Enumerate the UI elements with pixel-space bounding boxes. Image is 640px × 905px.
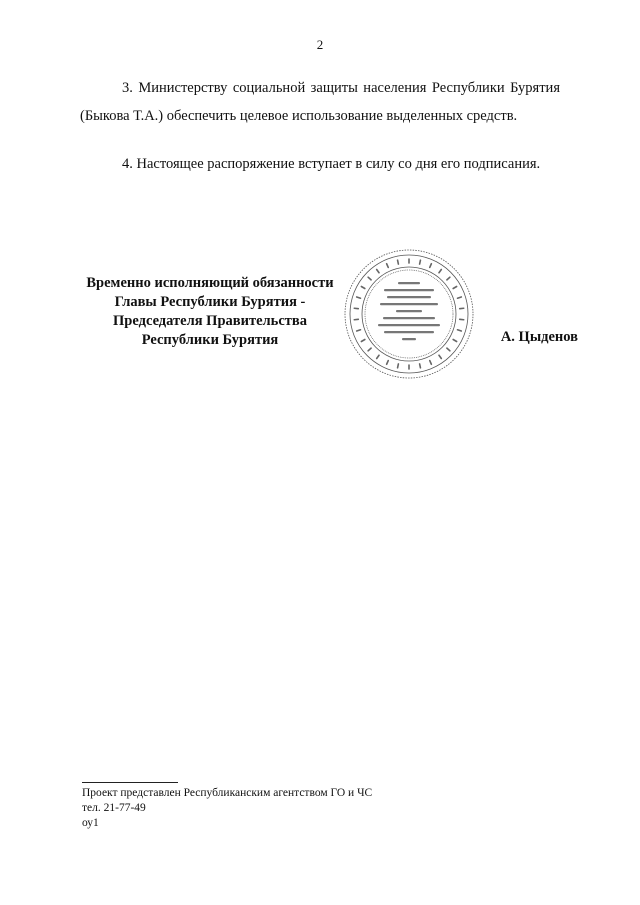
signer-name: А. Цыденов <box>500 329 578 345</box>
footer-line: Проект представлен Республиканским агентством ГО и ЧС <box>82 787 373 799</box>
signatory-position-line: Временно исполняющий обязанности <box>86 275 334 291</box>
paragraph-item-4: 4. Настоящее распоряжение вступает в силу со дня его подписания. <box>122 156 541 172</box>
page-number: 2 <box>316 37 324 52</box>
signatory-position-line: Председателя Правительства <box>113 313 307 329</box>
footer-line: оу1 <box>82 817 99 829</box>
paragraph-item-3: 3. Министерству социальной защиты населения Республики Бурятия (Быкова Т.А.) обеспечить целевое использование выделенных средств. <box>80 80 560 124</box>
footer-note <box>82 786 372 831</box>
official-seal-stamp-icon <box>340 248 478 380</box>
signatory-position-line: Республики Бурятия <box>141 332 279 348</box>
signatory-position <box>70 274 350 350</box>
footer-line: тел. 21-77-49 <box>82 802 146 814</box>
signatory-position-line: Главы Республики Бурятия - <box>114 294 306 310</box>
footer-divider <box>82 782 178 783</box>
